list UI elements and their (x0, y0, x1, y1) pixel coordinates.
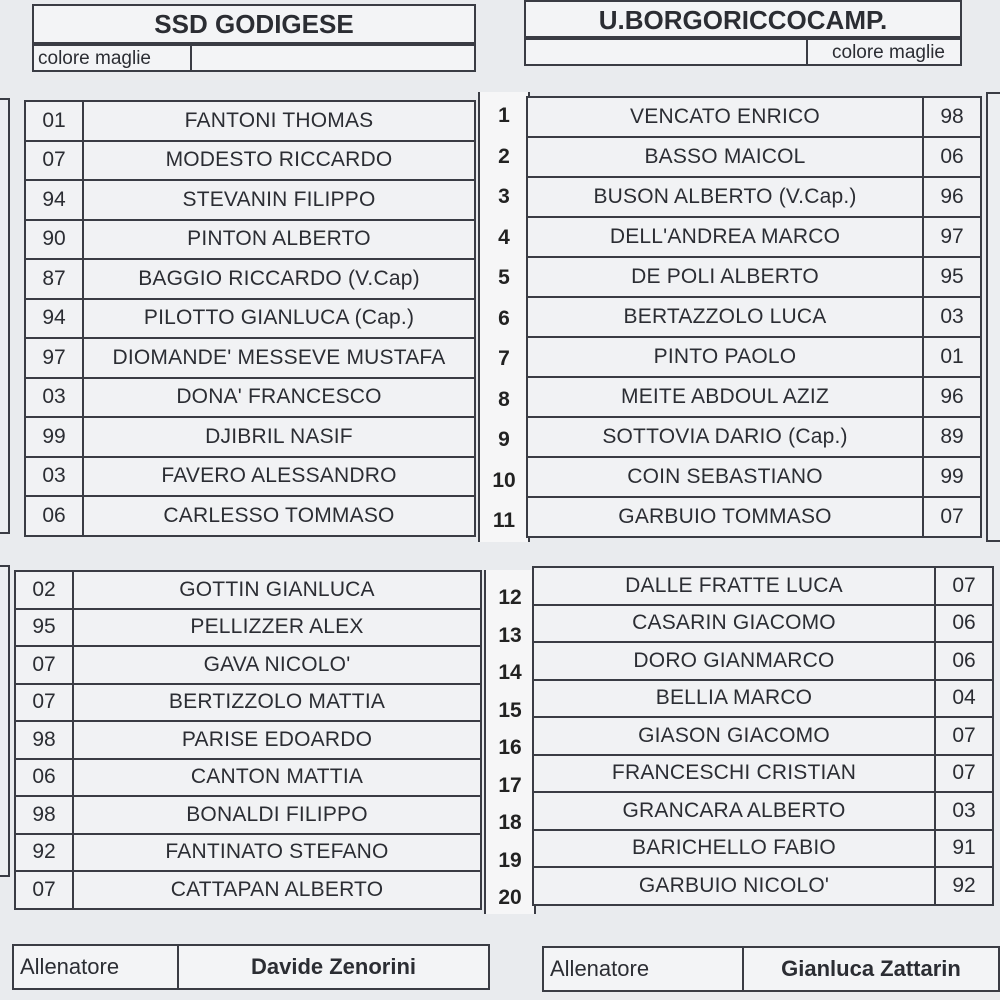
player-birth-year: 90 (25, 220, 83, 260)
away-shirt-color-label: colore maglie (832, 42, 945, 63)
player-birth-year: 98 (15, 721, 73, 759)
player-name: PARISE EDOARDO (73, 721, 481, 759)
home-starters-row (25, 378, 475, 418)
shirt-number: 16 (498, 736, 522, 759)
home-team-header (32, 4, 476, 44)
away-starters-table (526, 96, 982, 538)
starters-shirt-number-column (478, 92, 530, 542)
shirt-number: 8 (498, 387, 510, 411)
home-starters-row (25, 101, 475, 141)
player-name: FANTONI THOMAS (83, 101, 475, 141)
home-reserves-row (15, 646, 481, 684)
away-starters-row (527, 497, 981, 537)
player-name: BONALDI FILIPPO (73, 796, 481, 834)
home-starters-row (25, 299, 475, 339)
home-shirt-color-divider (190, 46, 192, 70)
shirt-number: 19 (498, 848, 522, 872)
home-starters-row (25, 259, 475, 299)
shirt-number: 1 (498, 104, 510, 127)
away-starters-row (527, 377, 981, 417)
player-birth-year: 94 (25, 180, 83, 220)
player-name: MODESTO RICCARDO (83, 141, 475, 181)
home-reserves-row (15, 871, 481, 909)
away-team-name: U.BORGORICCOCAMP. (598, 5, 888, 35)
shirt-number: 9 (498, 428, 510, 451)
player-name: PINTON ALBERTO (83, 220, 475, 260)
player-birth-year: 94 (25, 299, 83, 339)
home-reserves-table (14, 570, 482, 910)
away-starters-row (527, 257, 981, 297)
player-name: PILOTTO GIANLUCA (Cap.) (83, 299, 475, 339)
player-name: PINTO PAOLO (527, 337, 923, 377)
away-shirt-color-row (524, 38, 962, 66)
home-coach-label: Allenatore (14, 946, 179, 988)
player-name: BAGGIO RICCARDO (V.Cap) (83, 259, 475, 299)
away-starters-row (527, 337, 981, 377)
player-birth-year: 96 (923, 377, 981, 417)
player-name: BERTAZZOLO LUCA (527, 297, 923, 337)
away-coach-label: Allenatore (544, 948, 744, 990)
player-birth-year: 03 (25, 378, 83, 418)
player-name: DORO GIANMARCO (533, 642, 935, 680)
player-birth-year: 97 (923, 217, 981, 257)
shirt-number: 3 (498, 185, 510, 208)
home-starters-table (24, 100, 476, 537)
player-name: DE POLI ALBERTO (527, 257, 923, 297)
player-name: CASARIN GIACOMO (533, 605, 935, 643)
player-birth-year: 01 (923, 337, 981, 377)
away-coach-row (542, 946, 1000, 992)
shirt-number: 6 (498, 306, 510, 330)
away-reserves-row (533, 680, 993, 718)
away-starters-row (527, 217, 981, 257)
shirt-number: 14 (498, 661, 522, 684)
player-name: GAVA NICOLO' (73, 646, 481, 684)
player-birth-year: 98 (15, 796, 73, 834)
player-name: CATTAPAN ALBERTO (73, 871, 481, 909)
player-birth-year: 92 (935, 867, 993, 905)
player-name: DELL'ANDREA MARCO (527, 217, 923, 257)
away-shirt-color-divider (806, 40, 808, 64)
player-birth-year: 92 (15, 834, 73, 872)
player-name: CANTON MATTIA (73, 759, 481, 797)
player-name: GARBUIO TOMMASO (527, 497, 923, 537)
home-coach-row (12, 944, 490, 990)
player-name: GIASON GIACOMO (533, 717, 935, 755)
home-starters-row (25, 220, 475, 260)
away-reserves-row (533, 792, 993, 830)
home-starters-row (25, 457, 475, 497)
home-starters-row (25, 141, 475, 181)
left-edge-frame-bottom (0, 565, 10, 877)
player-birth-year: 01 (25, 101, 83, 141)
player-name: PELLIZZER ALEX (73, 609, 481, 647)
home-shirt-color-row (32, 44, 476, 72)
home-reserves-row (15, 609, 481, 647)
shirt-number: 17 (498, 773, 522, 797)
player-birth-year: 97 (25, 338, 83, 378)
away-reserves-row (533, 867, 993, 905)
away-starters-row (527, 297, 981, 337)
reserves-shirt-number-column (484, 570, 536, 914)
away-reserves-row (533, 567, 993, 605)
player-birth-year: 07 (935, 755, 993, 793)
player-birth-year: 07 (15, 871, 73, 909)
player-birth-year: 06 (15, 759, 73, 797)
player-birth-year: 99 (923, 457, 981, 497)
player-name: GRANCARA ALBERTO (533, 792, 935, 830)
player-birth-year: 03 (25, 457, 83, 497)
player-birth-year: 06 (25, 496, 83, 536)
player-birth-year: 07 (15, 646, 73, 684)
player-name: MEITE ABDOUL AZIZ (527, 377, 923, 417)
player-birth-year: 07 (935, 567, 993, 605)
away-reserves-row (533, 605, 993, 643)
player-birth-year: 07 (923, 497, 981, 537)
shirt-number: 12 (498, 586, 522, 609)
player-birth-year: 02 (15, 571, 73, 609)
right-edge-frame-top (986, 92, 1000, 542)
home-team-name: SSD GODIGESE (154, 9, 354, 39)
player-birth-year: 99 (25, 417, 83, 457)
away-starters-row (527, 417, 981, 457)
shirt-number: 7 (498, 347, 510, 370)
player-name: BUSON ALBERTO (V.Cap.) (527, 177, 923, 217)
shirt-number: 5 (498, 266, 510, 289)
player-birth-year: 04 (935, 680, 993, 718)
player-birth-year: 89 (923, 417, 981, 457)
player-name: DJIBRIL NASIF (83, 417, 475, 457)
away-starters-row (527, 137, 981, 177)
home-reserves-row (15, 571, 481, 609)
home-starters-row (25, 417, 475, 457)
player-birth-year: 95 (923, 257, 981, 297)
player-name: GOTTIN GIANLUCA (73, 571, 481, 609)
away-reserves-table (532, 566, 994, 906)
shirt-number: 11 (492, 509, 516, 532)
away-reserves-row (533, 717, 993, 755)
shirt-number: 15 (498, 698, 522, 722)
player-name: SOTTOVIA DARIO (Cap.) (527, 417, 923, 457)
player-name: CARLESSO TOMMASO (83, 496, 475, 536)
away-starters-row (527, 177, 981, 217)
player-name: COIN SEBASTIANO (527, 457, 923, 497)
away-reserves-row (533, 642, 993, 680)
player-birth-year: 03 (923, 297, 981, 337)
home-starters-row (25, 496, 475, 536)
player-name: BASSO MAICOL (527, 137, 923, 177)
player-birth-year: 07 (15, 684, 73, 722)
player-name: FANTINATO STEFANO (73, 834, 481, 872)
player-name: DIOMANDE' MESSEVE MUSTAFA (83, 338, 475, 378)
away-reserves-row (533, 830, 993, 868)
player-birth-year: 06 (923, 137, 981, 177)
left-edge-frame-top (0, 98, 10, 534)
player-name: GARBUIO NICOLO' (533, 867, 935, 905)
shirt-number: 2 (498, 144, 510, 168)
player-birth-year: 06 (935, 642, 993, 680)
home-reserves-row (15, 721, 481, 759)
player-name: FRANCESCHI CRISTIAN (533, 755, 935, 793)
player-name: DALLE FRATTE LUCA (533, 567, 935, 605)
player-birth-year: 87 (25, 259, 83, 299)
home-starters-row (25, 180, 475, 220)
player-name: VENCATO ENRICO (527, 97, 923, 137)
shirt-number: 18 (498, 811, 522, 834)
home-shirt-color-label: colore maglie (38, 48, 151, 69)
player-birth-year: 06 (935, 605, 993, 643)
player-name: FAVERO ALESSANDRO (83, 457, 475, 497)
shirt-number: 10 (492, 468, 516, 492)
home-coach-name: Davide Zenorini (250, 954, 417, 979)
shirt-number: 20 (498, 886, 522, 909)
home-reserves-row (15, 834, 481, 872)
player-birth-year: 98 (923, 97, 981, 137)
home-reserves-row (15, 759, 481, 797)
shirt-number: 4 (498, 225, 510, 249)
player-birth-year: 96 (923, 177, 981, 217)
away-reserves-row (533, 755, 993, 793)
away-team-header (524, 0, 962, 38)
away-starters-row (527, 97, 981, 137)
away-starters-row (527, 457, 981, 497)
player-name: BERTIZZOLO MATTIA (73, 684, 481, 722)
home-reserves-row (15, 684, 481, 722)
away-coach-name: Gianluca Zattarin (781, 956, 961, 981)
player-birth-year: 03 (935, 792, 993, 830)
player-name: DONA' FRANCESCO (83, 378, 475, 418)
home-reserves-row (15, 796, 481, 834)
player-birth-year: 95 (15, 609, 73, 647)
player-birth-year: 07 (25, 141, 83, 181)
player-name: BELLIA MARCO (533, 680, 935, 718)
home-starters-row (25, 338, 475, 378)
shirt-number: 13 (498, 623, 522, 647)
player-birth-year: 91 (935, 830, 993, 868)
player-birth-year: 07 (935, 717, 993, 755)
player-name: BARICHELLO FABIO (533, 830, 935, 868)
player-name: STEVANIN FILIPPO (83, 180, 475, 220)
